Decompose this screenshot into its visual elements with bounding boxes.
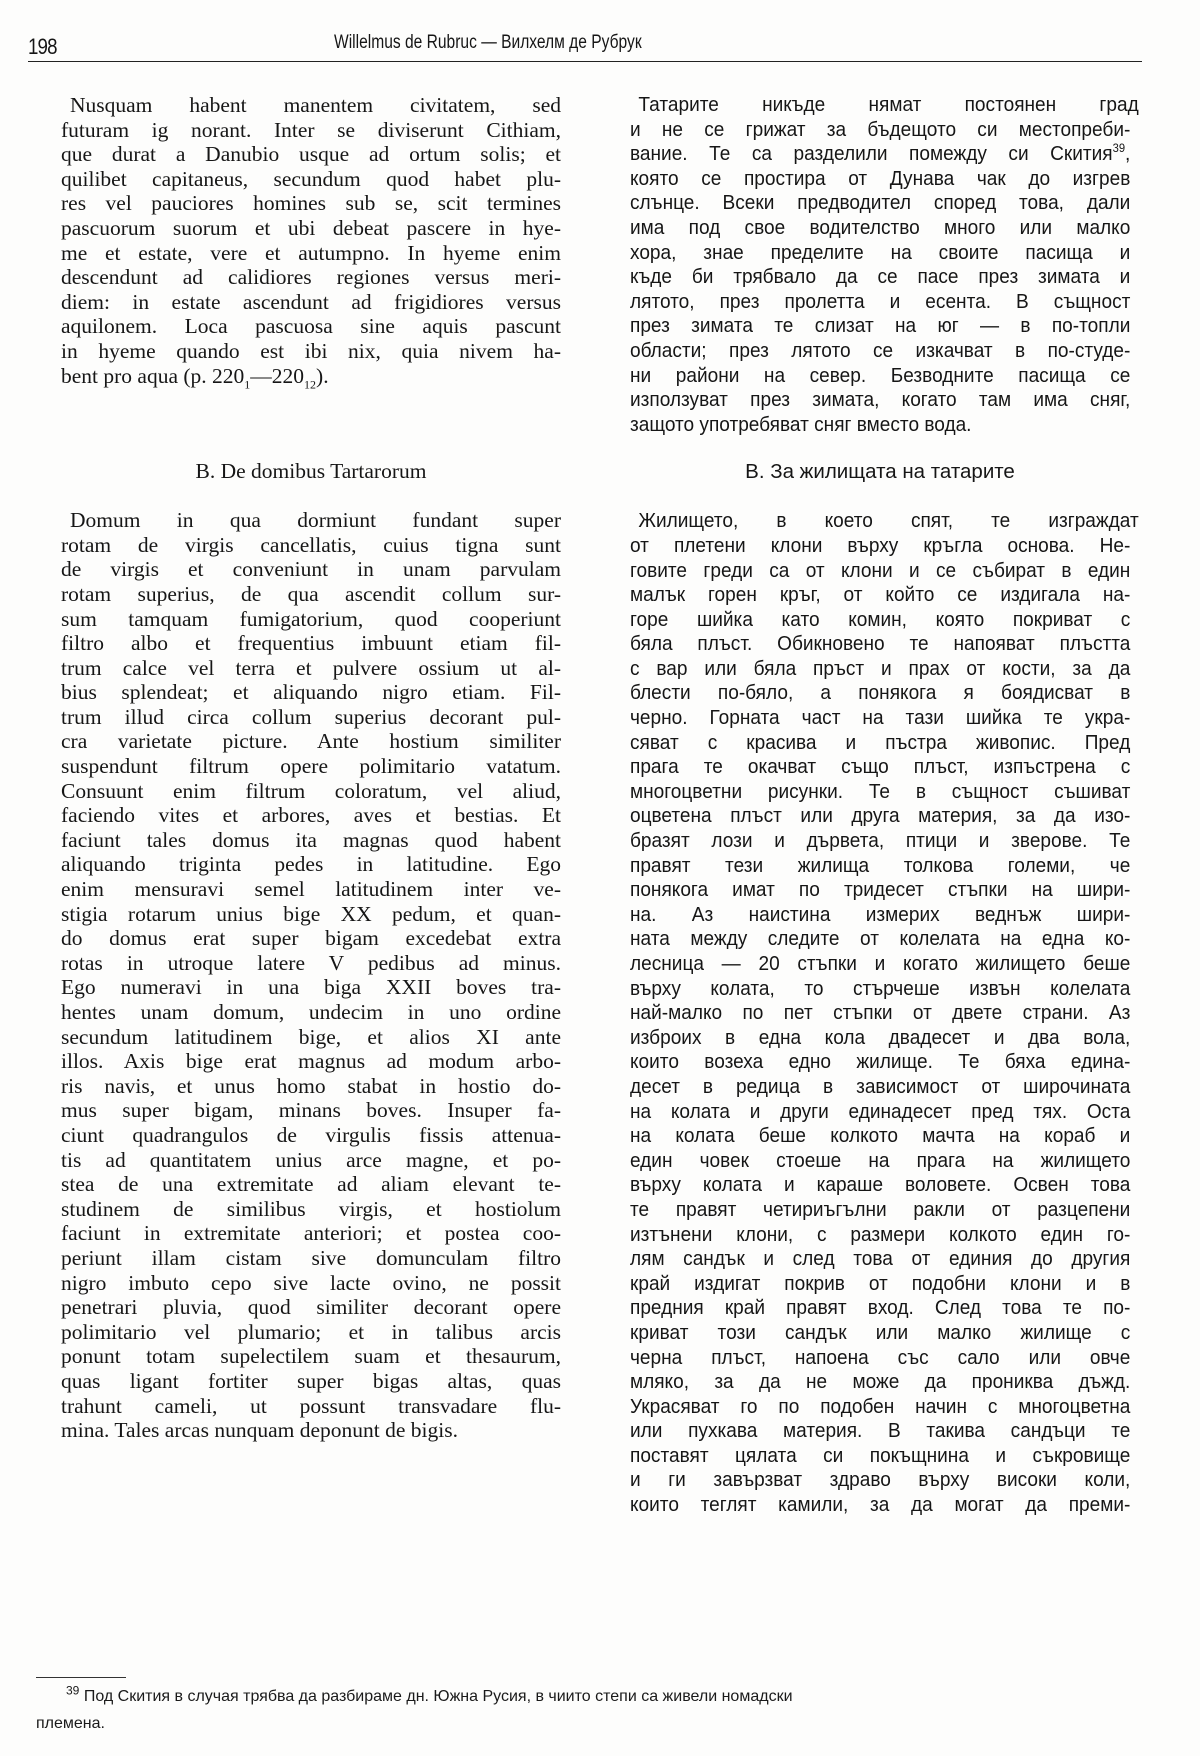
- bulgarian-column: [630, 93, 1139, 1518]
- text-line: оцветена плъст или друга материя, за да изо-: [630, 804, 1131, 828]
- bulgarian-paragraph-1: [630, 93, 1139, 437]
- text-line: descendunt ad calidiores regiones versus meri-: [61, 265, 561, 290]
- text-line: или пухкава материя. В такива сандъци те: [630, 1419, 1131, 1443]
- latin-paragraph-2: [61, 508, 561, 1443]
- latin-column: [61, 93, 561, 1443]
- text-line: studinem de similibus virgis, et hostiolum: [61, 1196, 561, 1221]
- text-line: блести по-бяло, а понякога я боядисват в: [630, 681, 1131, 705]
- text-line: мляко, за да не може да прониква дъжд.: [630, 1370, 1131, 1394]
- text-line: през зимата те слизат на юг — в по-топли: [630, 314, 1131, 338]
- text-line: res vel pauciores homines sub se, scit termines: [61, 191, 561, 216]
- text-line: бразят лози и дървета, птици и зверове. Те: [630, 829, 1131, 853]
- footnote-reference[interactable]: 39: [1112, 141, 1126, 156]
- text-line: mus super bigam, minans boves. Insuper fa-: [61, 1098, 561, 1123]
- text-line: in hyeme quando est ibi nix, quia nivem ha-: [61, 338, 561, 363]
- text-line: на. Аз наистина измерих веднъж шири-: [630, 902, 1131, 926]
- page-number: 198: [28, 34, 57, 59]
- text-line: trum calce vel terra et pulvere ossium ut al-: [61, 655, 561, 680]
- text-line: използуват през зимата, когато там има сняг,: [630, 388, 1131, 412]
- text-line: лятото, през пролетта и есента. В същност: [630, 289, 1131, 313]
- footnote-line: племена.: [36, 1715, 105, 1732]
- subscript: 12: [304, 376, 317, 391]
- text-line: и не се грижат за бъдещото си местопреби-: [630, 117, 1131, 141]
- text-line: tis ad quantitatem unius arce magne, et po-: [61, 1147, 561, 1172]
- text-line: криват този сандък или малко жилище с: [630, 1320, 1131, 1344]
- text-line: върху колата, то стърчеше извън колелата: [630, 976, 1131, 1000]
- text-line: futuram ig norant. Inter se diviserunt Cithiam,: [61, 117, 561, 142]
- text-line-citation: bent pro aqua (p. $220_1—220_{12}$).: [61, 363, 329, 391]
- text-line: понякога имат по тридесет стъпки на шири-: [630, 878, 1131, 902]
- footnote-number: 39: [66, 1683, 80, 1698]
- text-line: малък горен кръг, от който се издигала на-: [630, 583, 1131, 607]
- text-line: Жилището, в което спят, те изграждат: [638, 509, 1139, 533]
- text-line: от плетени клони върху кръгла основа. Не-: [630, 533, 1131, 557]
- footnote: [36, 1683, 1126, 1737]
- text-line: изброих в една кола двадесет и два вола,: [630, 1025, 1131, 1049]
- text-line: rotas in utroque latere V pedibus ad minus.: [61, 950, 561, 975]
- text-line: десет в редица в зависимост от широчината: [630, 1074, 1131, 1098]
- latin-paragraph-1: [61, 93, 561, 391]
- text-line: quilibet capitaneus, secundum quod habet plu-: [61, 166, 561, 191]
- text-line: aquilonem. Loca pascuosa sine aquis pascunt: [61, 314, 561, 339]
- text-line: има под свое водителство много или малко: [630, 215, 1131, 239]
- text-line: rotam de virgis cancellatis, cuius tigna sunt: [61, 532, 561, 557]
- text-line: secundum latitudinem bige, et alios XI ante: [61, 1024, 561, 1049]
- text-line: ната между следите от колелата на една ко-: [630, 927, 1131, 951]
- text-line: bius splendeat; et aliquando nigro etiam. Fil-: [61, 680, 561, 705]
- text-line: изтънени клони, с размери колкото един го-: [630, 1222, 1131, 1246]
- text-line: ris navis, et unus homo stabat in hostio do-: [61, 1073, 561, 1098]
- subscript: 1: [244, 376, 251, 391]
- text-line: que durat a Danubio usque ad ortum solis; et: [61, 142, 561, 167]
- text-line: които возеха едно жилище. Те бяха едина-: [630, 1050, 1131, 1074]
- text-line-with-footnote: вание. Те са разделили помежду си Скития$^{39}$,: [630, 141, 1131, 166]
- text-line: trahunt cameli, ut possunt transvadare flu-: [61, 1393, 561, 1418]
- running-title: Willelmus de Rubruc — Вилхелм де Рубрук: [334, 32, 642, 53]
- text-line: trum illud circa collum superius decorant pul-: [61, 704, 561, 729]
- text-line: хора, знае пределите на своите пасища и: [630, 240, 1131, 264]
- text-line: faciunt tales domus ita magnas quod habent: [61, 827, 561, 852]
- text-line: които теглят камили, за да могат да преми-: [630, 1493, 1131, 1517]
- text-line: Украсяват го по подобен начин с многоцветна: [630, 1394, 1131, 1418]
- text-line: черно. Горната част на тази шийка те укра-: [630, 706, 1131, 730]
- text-line: многоцветни рисунки. Те в същност съшиват: [630, 779, 1131, 803]
- text-line: me et estate, vere et autumpno. In hyeme enim: [61, 240, 561, 265]
- text-line: на колата беше колкото мачта на кораб и: [630, 1124, 1131, 1148]
- text-line: diem: in estate ascendunt ad frigidiores versus: [61, 289, 561, 314]
- text-line: бяла плъст. Обикновено те напояват плъстта: [630, 632, 1131, 656]
- text-line: един човек стоеше на прага на жилището: [630, 1148, 1131, 1172]
- text-line: говите греди са от клони и се събират в един: [630, 558, 1131, 582]
- text-line: polimitario vel plumario; et in talibus arcis: [61, 1319, 561, 1344]
- text-line: която се простира от Дунава чак до изгрев: [630, 166, 1131, 190]
- text-line: лям сандък и след това от единия до другия: [630, 1247, 1131, 1271]
- text-line: hentes unam domum, undecim in uno ordine: [61, 1000, 561, 1024]
- text-line: stea de una extremitate ad aliam elevant te-: [61, 1172, 561, 1197]
- text-line: stigia rotarum unius bige XX pedum, et quan-: [61, 901, 561, 926]
- text-line: do domus erat super bigam excedebat extra: [61, 926, 561, 951]
- text-line: върху колата и караше воловете. Освен това: [630, 1173, 1131, 1197]
- text-line: aliquando triginta pedes in latitudine. Ego: [61, 852, 561, 877]
- text-line: enim mensuravi semel latitudinem inter ve-: [61, 877, 561, 902]
- text-line: de virgis et conveniunt in unam parvulam: [61, 557, 561, 582]
- page-header: [28, 28, 1142, 58]
- text-line: illos. Axis bige erat magnus ad modum arbo-: [61, 1049, 561, 1074]
- text-line: Татарите никъде нямат постоянен град: [638, 93, 1139, 116]
- text-line: най-малко по пет стъпки от двете страни. Аз: [630, 1001, 1131, 1025]
- text-line: горе шийка като комин, която покриват с: [630, 607, 1131, 631]
- footnote-rule: [36, 1677, 126, 1678]
- text-line: край издигат покрив от подобни клони и в: [630, 1271, 1131, 1295]
- text-line: mina. Tales arcas nunquam deponunt de bigis.: [61, 1418, 458, 1443]
- latin-section-title: B. De domibus Tartarorum: [195, 459, 427, 484]
- text-line: поставят цялата си покъщнина и съкровище: [630, 1443, 1131, 1467]
- text-line: слънце. Всеки предводител според това, дали: [630, 191, 1131, 215]
- text-line: черна плъст, напоена със сало или овче: [630, 1345, 1131, 1369]
- text-line: ciunt quadrangulos de virgulis fissis attenua-: [61, 1122, 561, 1147]
- text-line: защото употребяват сняг вместо вода.: [630, 412, 972, 436]
- text-line: Consuunt enim filtrum coloratum, vel aliud,: [61, 778, 561, 803]
- text-line: къде би трябвало да се пасе през зимата и: [630, 265, 1131, 289]
- text-line: suspendunt filtrum opere polimitario vatatum.: [61, 754, 561, 779]
- text-line: и ги завързват здраво върху високи коли,: [630, 1468, 1131, 1492]
- footnote-line: $^{39}$ Под Скития в случая трябва да разбираме дн. Южна Русия, в чиито степи са живели номадски: [66, 1683, 793, 1705]
- text-line: rotam superius, de qua ascendit collum sur-: [61, 581, 561, 606]
- text-line: лесница — 20 стъпки и когато жилището беше: [630, 952, 1131, 975]
- text-line: filtro albo et frequentius imbuunt etiam fil-: [61, 631, 561, 656]
- text-line: с вар или бяла пръст и прах от кости, за да: [630, 656, 1131, 680]
- text-line: cra varietate picture. Ante hostium similiter: [61, 729, 561, 754]
- text-line: quas ligant fortiter super bigas altas, quas: [61, 1368, 561, 1393]
- text-line: pascuorum suorum et ubi debeat pascere in hye-: [61, 215, 561, 240]
- text-line: faciunt in extremitate anteriori; et postea coo-: [61, 1221, 561, 1246]
- text-line: faciendo vites et arbores, aves et bestias. Et: [61, 803, 561, 828]
- text-line: penetrari pluvia, quod similiter decorant opere: [61, 1295, 561, 1320]
- text-line: sum tamquam fumigatorium, quod cooperiunt: [61, 606, 561, 631]
- text-line: Domum in qua dormiunt fundant super: [70, 508, 561, 533]
- text-line: предния край правят вход. След това те по-: [630, 1296, 1131, 1320]
- text-line: periunt illam cistam sive domunculam filtro: [61, 1245, 561, 1270]
- bulgarian-paragraph-2: [630, 509, 1139, 1517]
- text-line: nigro imbuto cepo sive lacte ovino, ne possit: [61, 1270, 561, 1295]
- bulgarian-section-title: В. За жилищата на татарите: [745, 460, 1015, 484]
- text-line: прага те окачват също плъст, изпъстрена с: [630, 755, 1131, 779]
- text-line: те правят четириъгълни ракли от разцепени: [630, 1197, 1131, 1221]
- text-line: Ego numeravi in una biga XXII boves tra-: [61, 975, 561, 1000]
- text-line: Nusquam habent manentem civitatem, sed: [70, 93, 561, 117]
- text-line: на колата и други единадесет пред тях. Оста: [630, 1099, 1131, 1123]
- text-line: ни райони на север. Безводните пасища се: [630, 363, 1131, 387]
- text-line: области; през лятото се изкачват в по-студе-: [630, 338, 1131, 362]
- text-line: правят тези жилища толкова големи, че: [630, 853, 1131, 877]
- header-rule: [28, 61, 1142, 62]
- text-line: сяват с красива и пъстра живопис. Пред: [630, 730, 1131, 754]
- text-line: ponunt totam supelectilem suam et thesaurum,: [61, 1344, 561, 1369]
